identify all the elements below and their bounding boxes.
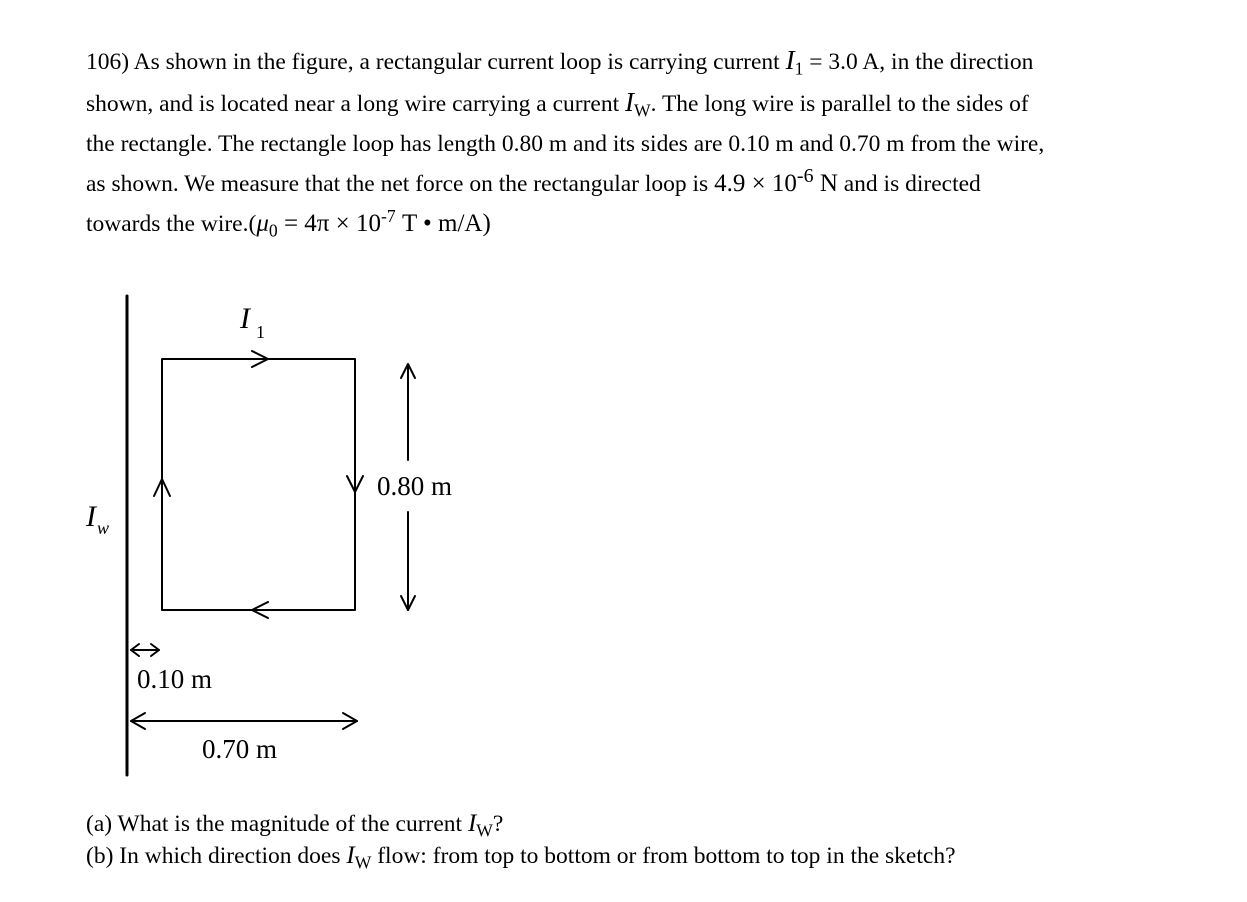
mu-unit: T • m/A) — [395, 210, 491, 237]
question-text: flow: from top to bottom or from bottom to top in the sketch? — [371, 843, 956, 869]
question-text: (b) In which direction does — [86, 843, 347, 869]
question-a — [86, 808, 1206, 840]
questions — [86, 808, 1206, 872]
problem-text: towards the wire.( — [86, 211, 257, 237]
question-text: (a) What is the magnitude of the current — [86, 811, 468, 837]
mu-symbol: μ — [256, 210, 269, 237]
mu-value: = 4π × 10 — [277, 210, 382, 237]
wire-current-symbol: I — [467, 810, 477, 837]
wire-current-symbol: I — [346, 842, 355, 869]
problem-line-3: the rectangle. The rectangle loop has length 0.80 m and its sides are 0.10 m and 0.70 m from the wire, — [86, 131, 1045, 157]
wire-current-label-sub: w — [97, 518, 110, 538]
wire-current-subscript: W — [354, 852, 372, 873]
far-distance-label: 0.70 m — [202, 734, 278, 764]
loop-current-label-sub: 1 — [256, 322, 265, 342]
current-symbol: I — [785, 45, 795, 75]
wire-current-label: I — [86, 500, 96, 533]
force-value: 4.9 × 10 — [714, 170, 797, 197]
wire-current-subscript: W — [476, 820, 493, 841]
force-exponent: -6 — [796, 165, 814, 188]
force-unit: N — [813, 170, 838, 197]
problem-text: 106) As shown in the figure, a rectangular current loop is carrying current — [86, 49, 786, 75]
question-text: ? — [492, 811, 504, 837]
problem-text: . The long wire is parallel to the sides of — [650, 91, 1029, 117]
problem-text: and is directed — [837, 171, 981, 197]
length-label: 0.80 m — [377, 471, 453, 501]
problem-text: as shown. We measure that the net force on the rectangular loop is — [86, 171, 715, 197]
problem-text: shown, and is located near a long wire carrying a current — [86, 91, 625, 117]
loop-current-label: I — [240, 302, 250, 335]
near-distance-label: 0.10 m — [137, 664, 213, 694]
current-loop — [162, 359, 355, 610]
problem-text: = 3.0 A, in the direction — [803, 49, 1034, 75]
mu-subscript: 0 — [268, 220, 278, 241]
wire-current-subscript: W — [634, 100, 651, 121]
question-b — [86, 840, 1206, 872]
mu-exponent: -7 — [381, 206, 396, 227]
current-subscript: 1 — [794, 58, 804, 79]
wire-current-symbol: I — [625, 87, 634, 117]
